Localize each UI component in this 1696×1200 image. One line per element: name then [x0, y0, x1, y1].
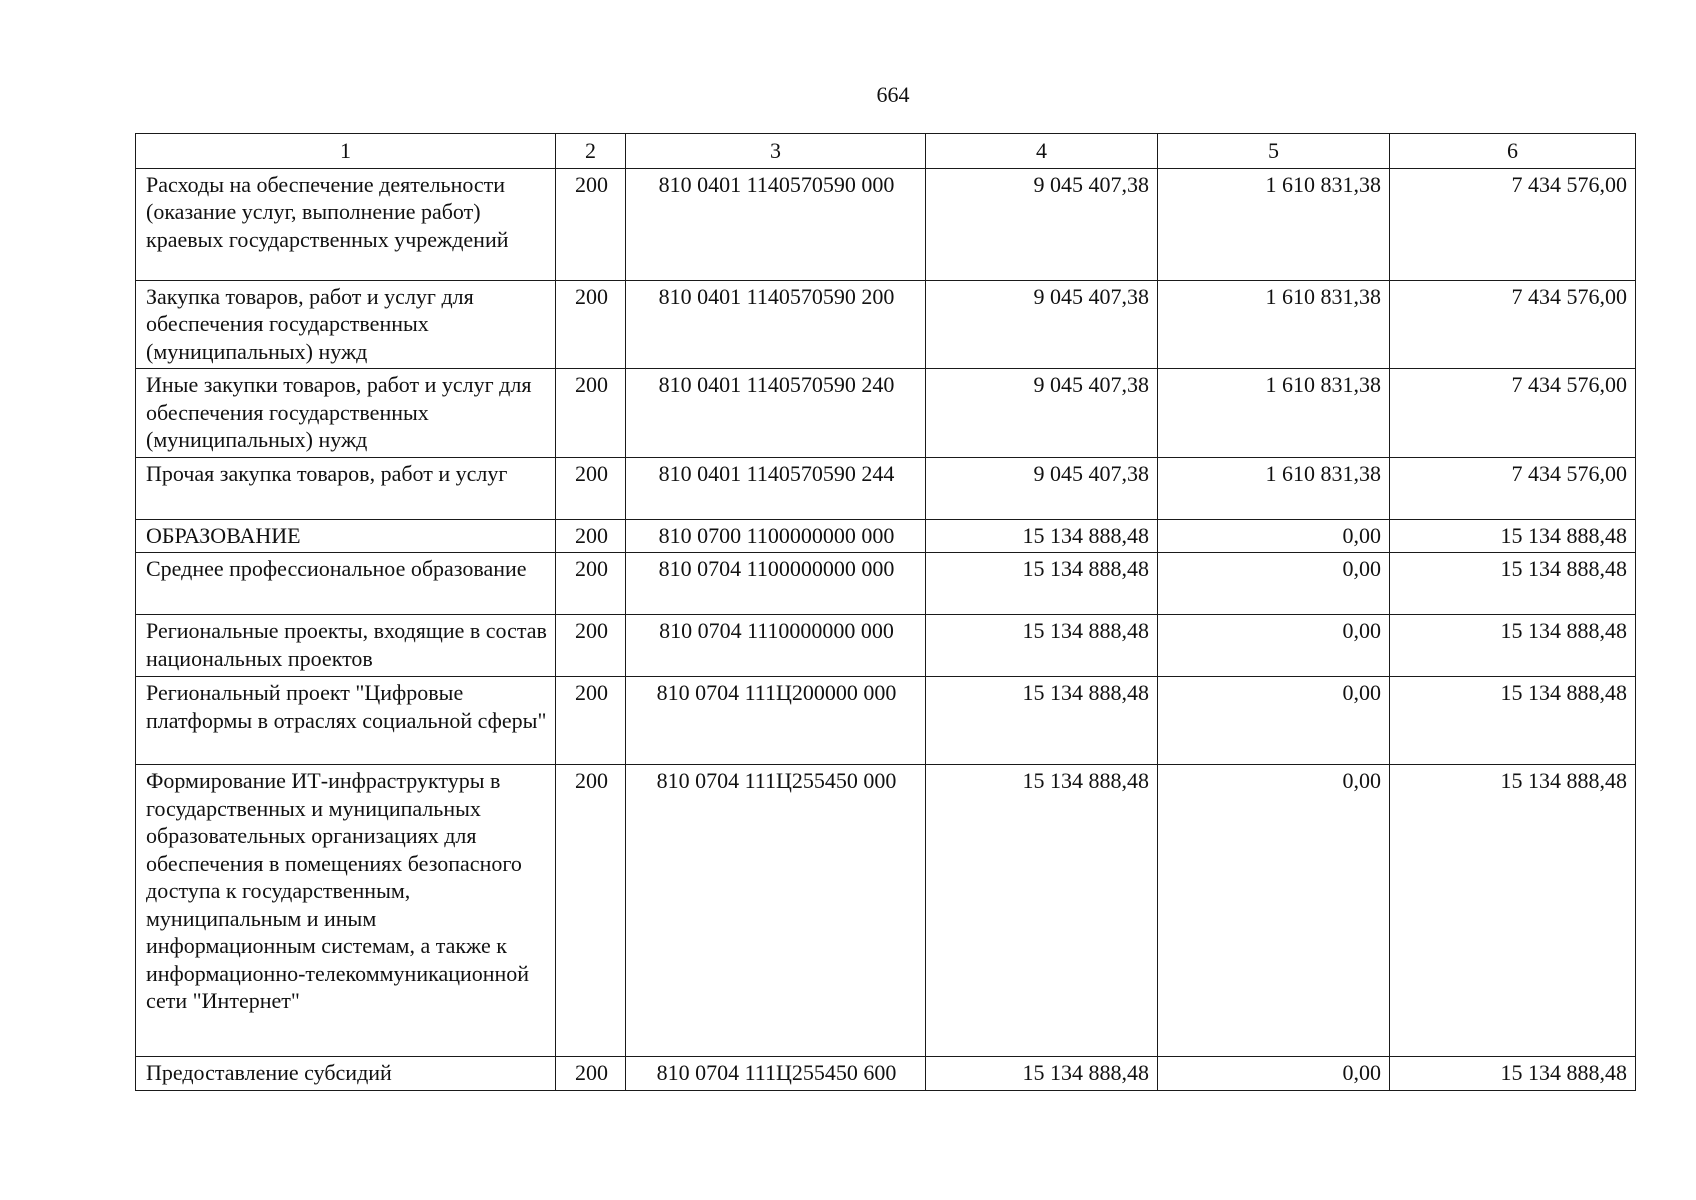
row-unexecuted-cell: 15 134 888,48	[1390, 553, 1636, 615]
row-executed-cell: 1 610 831,38	[1158, 280, 1390, 369]
row-approved-cell: 9 045 407,38	[926, 369, 1158, 458]
row-approved-cell: 15 134 888,48	[926, 615, 1158, 677]
row-kbk-cell: 810 0704 111Ц255450 600	[626, 1057, 926, 1091]
row-line-code-cell: 200	[556, 1057, 626, 1091]
row-name-cell: Региональные проекты, входящие в состав национальных проектов	[136, 615, 556, 677]
table-body	[136, 168, 1636, 1090]
column-header-5: 5	[1158, 134, 1390, 169]
header-row	[136, 134, 1636, 169]
row-name-cell: Закупка товаров, работ и услуг для обеспечения государственных (муниципальных) нужд	[136, 280, 556, 369]
row-name-cell: Иные закупки товаров, работ и услуг для обеспечения государственных (муниципальных) нужд	[136, 369, 556, 458]
row-kbk-cell: 810 0704 111Ц200000 000	[626, 677, 926, 765]
budget-table	[135, 133, 1636, 1091]
row-name-cell: Расходы на обеспечение деятельности (оказание услуг, выполнение работ) краевых государственных учреждений	[136, 168, 556, 280]
row-executed-cell: 0,00	[1158, 615, 1390, 677]
table-row	[136, 457, 1636, 519]
row-kbk-cell: 810 0700 1100000000 000	[626, 519, 926, 553]
table-row	[136, 369, 1636, 458]
column-header-2: 2	[556, 134, 626, 169]
row-approved-cell: 15 134 888,48	[926, 553, 1158, 615]
row-approved-cell: 15 134 888,48	[926, 765, 1158, 1057]
row-name-cell: ОБРАЗОВАНИЕ	[136, 519, 556, 553]
row-executed-cell: 0,00	[1158, 765, 1390, 1057]
row-approved-cell: 9 045 407,38	[926, 168, 1158, 280]
row-kbk-cell: 810 0704 1110000000 000	[626, 615, 926, 677]
table-row	[136, 615, 1636, 677]
row-line-code-cell: 200	[556, 457, 626, 519]
table-row	[136, 1057, 1636, 1091]
row-line-code-cell: 200	[556, 615, 626, 677]
row-line-code-cell: 200	[556, 765, 626, 1057]
row-kbk-cell: 810 0401 1140570590 200	[626, 280, 926, 369]
row-approved-cell: 9 045 407,38	[926, 280, 1158, 369]
row-line-code-cell: 200	[556, 553, 626, 615]
row-unexecuted-cell: 15 134 888,48	[1390, 1057, 1636, 1091]
row-line-code-cell: 200	[556, 280, 626, 369]
row-line-code-cell: 200	[556, 168, 626, 280]
column-header-1: 1	[136, 134, 556, 169]
row-approved-cell: 9 045 407,38	[926, 457, 1158, 519]
row-name-cell: Среднее профессиональное образование	[136, 553, 556, 615]
row-approved-cell: 15 134 888,48	[926, 519, 1158, 553]
table-row	[136, 553, 1636, 615]
row-approved-cell: 15 134 888,48	[926, 677, 1158, 765]
row-unexecuted-cell: 7 434 576,00	[1390, 168, 1636, 280]
row-kbk-cell: 810 0704 1100000000 000	[626, 553, 926, 615]
row-executed-cell: 0,00	[1158, 677, 1390, 765]
table-header	[136, 134, 1636, 169]
row-name-cell: Региональный проект "Цифровые платформы в отраслях социальной сферы"	[136, 677, 556, 765]
row-executed-cell: 1 610 831,38	[1158, 369, 1390, 458]
row-line-code-cell: 200	[556, 677, 626, 765]
row-unexecuted-cell: 7 434 576,00	[1390, 369, 1636, 458]
row-approved-cell: 15 134 888,48	[926, 1057, 1158, 1091]
page-number: 664	[876, 82, 910, 107]
table-row	[136, 765, 1636, 1057]
row-kbk-cell: 810 0401 1140570590 240	[626, 369, 926, 458]
row-name-cell: Прочая закупка товаров, работ и услуг	[136, 457, 556, 519]
row-line-code-cell: 200	[556, 519, 626, 553]
row-executed-cell: 0,00	[1158, 519, 1390, 553]
row-kbk-cell: 810 0401 1140570590 000	[626, 168, 926, 280]
row-executed-cell: 1 610 831,38	[1158, 457, 1390, 519]
row-name-cell: Предоставление субсидий	[136, 1057, 556, 1091]
row-executed-cell: 0,00	[1158, 1057, 1390, 1091]
column-header-3: 3	[626, 134, 926, 169]
row-name-cell: Формирование ИТ-инфраструктуры в государственных и муниципальных образовательных организациях для обеспечения в помещениях безопасного доступа к государственным, муниципальным и иным информационным системам, а также к информационно-телекоммуникационной сети "Интернет"	[136, 765, 556, 1057]
table-row	[136, 677, 1636, 765]
row-unexecuted-cell: 7 434 576,00	[1390, 457, 1636, 519]
column-header-6: 6	[1390, 134, 1636, 169]
row-unexecuted-cell: 15 134 888,48	[1390, 615, 1636, 677]
row-line-code-cell: 200	[556, 369, 626, 458]
row-unexecuted-cell: 15 134 888,48	[1390, 519, 1636, 553]
row-unexecuted-cell: 15 134 888,48	[1390, 765, 1636, 1057]
column-header-4: 4	[926, 134, 1158, 169]
row-executed-cell: 0,00	[1158, 553, 1390, 615]
row-unexecuted-cell: 7 434 576,00	[1390, 280, 1636, 369]
row-unexecuted-cell: 15 134 888,48	[1390, 677, 1636, 765]
table-row	[136, 519, 1636, 553]
row-kbk-cell: 810 0401 1140570590 244	[626, 457, 926, 519]
row-kbk-cell: 810 0704 111Ц255450 000	[626, 765, 926, 1057]
table-row	[136, 168, 1636, 280]
table-row	[136, 280, 1636, 369]
row-executed-cell: 1 610 831,38	[1158, 168, 1390, 280]
